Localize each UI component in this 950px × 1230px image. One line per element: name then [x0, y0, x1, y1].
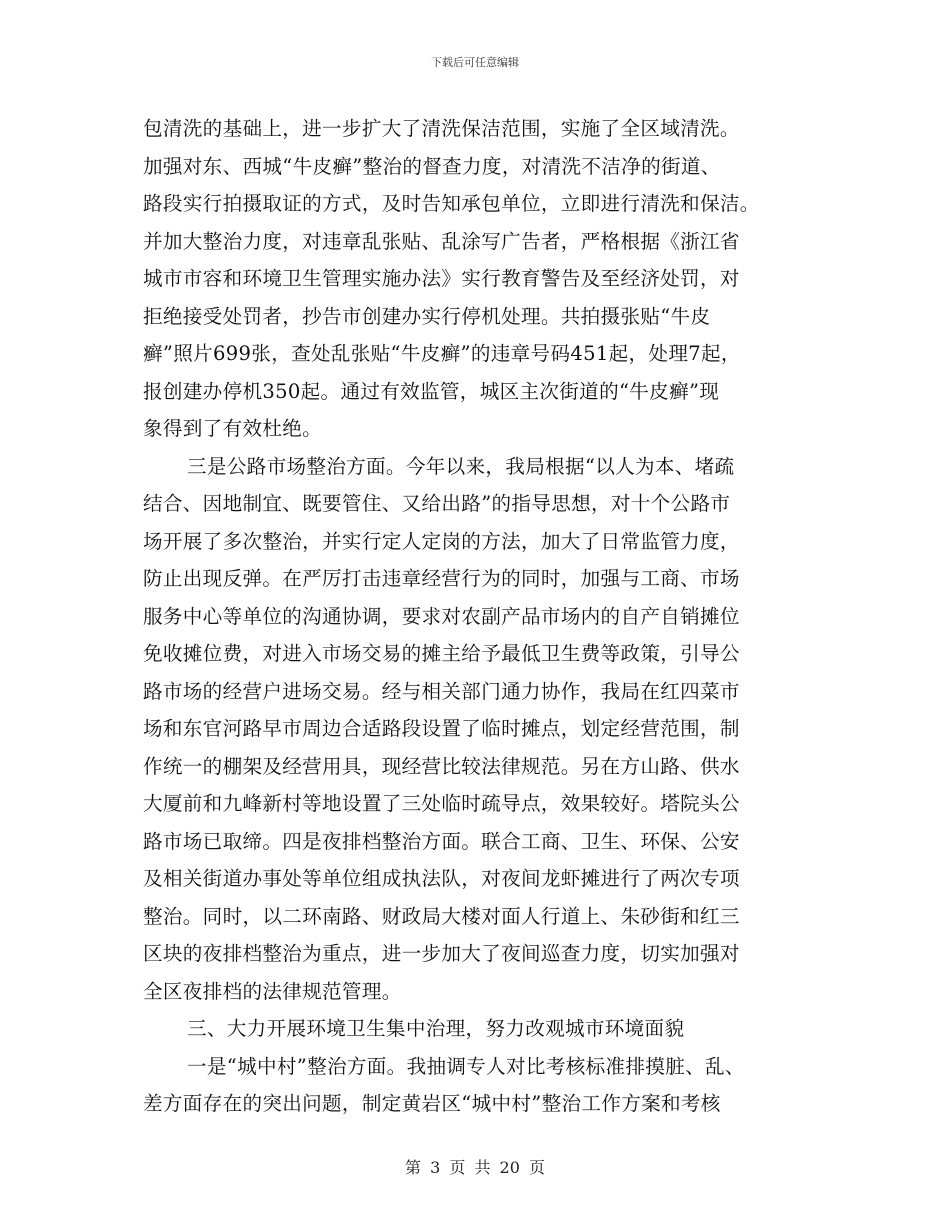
- document-body: [143, 110, 843, 1123]
- page-footer: 第 3 页 共 20 页: [405, 1158, 545, 1177]
- text-line: 整治。同时，以二环南路、财政局大楼对面人行道上、朱砂街和红三: [143, 904, 740, 928]
- text-line: 防止出现反弹。在严厉打击违章经营行为的同时，加强与工商、市场: [143, 567, 740, 590]
- text-line: 象得到了有效杜绝。: [143, 417, 323, 440]
- text-line: 路段实行拍摄取证的方式，及时告知承包单位，立即进行清洗和保洁。: [143, 192, 760, 215]
- paragraph-start-line: 三是公路市场整治方面。今年以来，我局根据“以人为本、堵疏: [187, 454, 735, 478]
- page-header: 下载后可任意编辑: [431, 56, 519, 69]
- text-line: 场和东官河路早市周边合适路段设置了临时摊点，划定经营范围，制: [143, 717, 740, 740]
- text-line: 场开展了多次整治，并实行定人定岗的方法，加大了日常监管力度，: [143, 529, 740, 553]
- text-line: 癣”照片699张，查处乱张贴“牛皮癣”的违章号码451起，处理7起，: [143, 342, 741, 365]
- paragraph-start-line: 一是“城中村”整治方面。我抽调专人对比考核标准排摸脏、乱、: [187, 1054, 745, 1078]
- text-line: 城市市容和环境卫生管理实施办法》实行教育警告及至经济处罚，对: [143, 267, 740, 290]
- text-line: 免收摊位费，对进入市场交易的摊主给予最低卫生费等政策，引导公: [143, 642, 740, 665]
- text-line: 并加大整治力度，对违章乱张贴、乱涂写广告者，严格根据《浙江省: [143, 229, 740, 253]
- text-line: 及相关街道办事处等单位组成执法队，对夜间龙虾摊进行了两次专项: [143, 867, 740, 890]
- text-line: 全区夜排档的法律规范管理。: [143, 979, 402, 1003]
- text-line: 报创建办停机350起。通过有效监管，城区主次街道的“牛皮癣”现: [143, 379, 720, 403]
- text-line: 包清洗的基础上，进一步扩大了清洗保洁范围，实施了全区域清洗。: [143, 117, 740, 140]
- text-line: 作统一的棚架及经营用具，现经营比较法律规范。另在方山路、供水: [143, 754, 740, 778]
- text-line: 加强对东、西城“牛皮癣”整治的督查力度，对清洗不洁净的街道、: [143, 154, 721, 178]
- section-heading: 三、大力开展环境卫生集中治理，努力改观城市环境面貌: [187, 1017, 685, 1040]
- text-line: 差方面存在的突出问题，制定黄岩区“城中村”整治工作方案和考核: [143, 1092, 721, 1115]
- text-line: 大厦前和九峰新村等地设置了三处临时疏导点，效果较好。塔院头公: [143, 792, 740, 815]
- text-line: 路市场的经营户进场交易。经与相关部门通力协作，我局在红四菜市: [143, 679, 740, 703]
- text-line: 拒绝接受处罚者，抄告市创建办实行停机处理。共拍摄张贴“牛皮: [143, 304, 711, 328]
- text-line: 服务中心等单位的沟通协调，要求对农副产品市场内的自产自销摊位: [143, 604, 740, 628]
- text-line: 路市场已取缔。四是夜排档整治方面。联合工商、卫生、环保、公安: [143, 829, 740, 853]
- text-line: 区块的夜排档整治为重点，进一步加大了夜间巡查力度，切实加强对: [143, 942, 740, 965]
- text-line: 结合、因地制宜、既要管住、又给出路”的指导思想，对十个公路市: [143, 492, 731, 515]
